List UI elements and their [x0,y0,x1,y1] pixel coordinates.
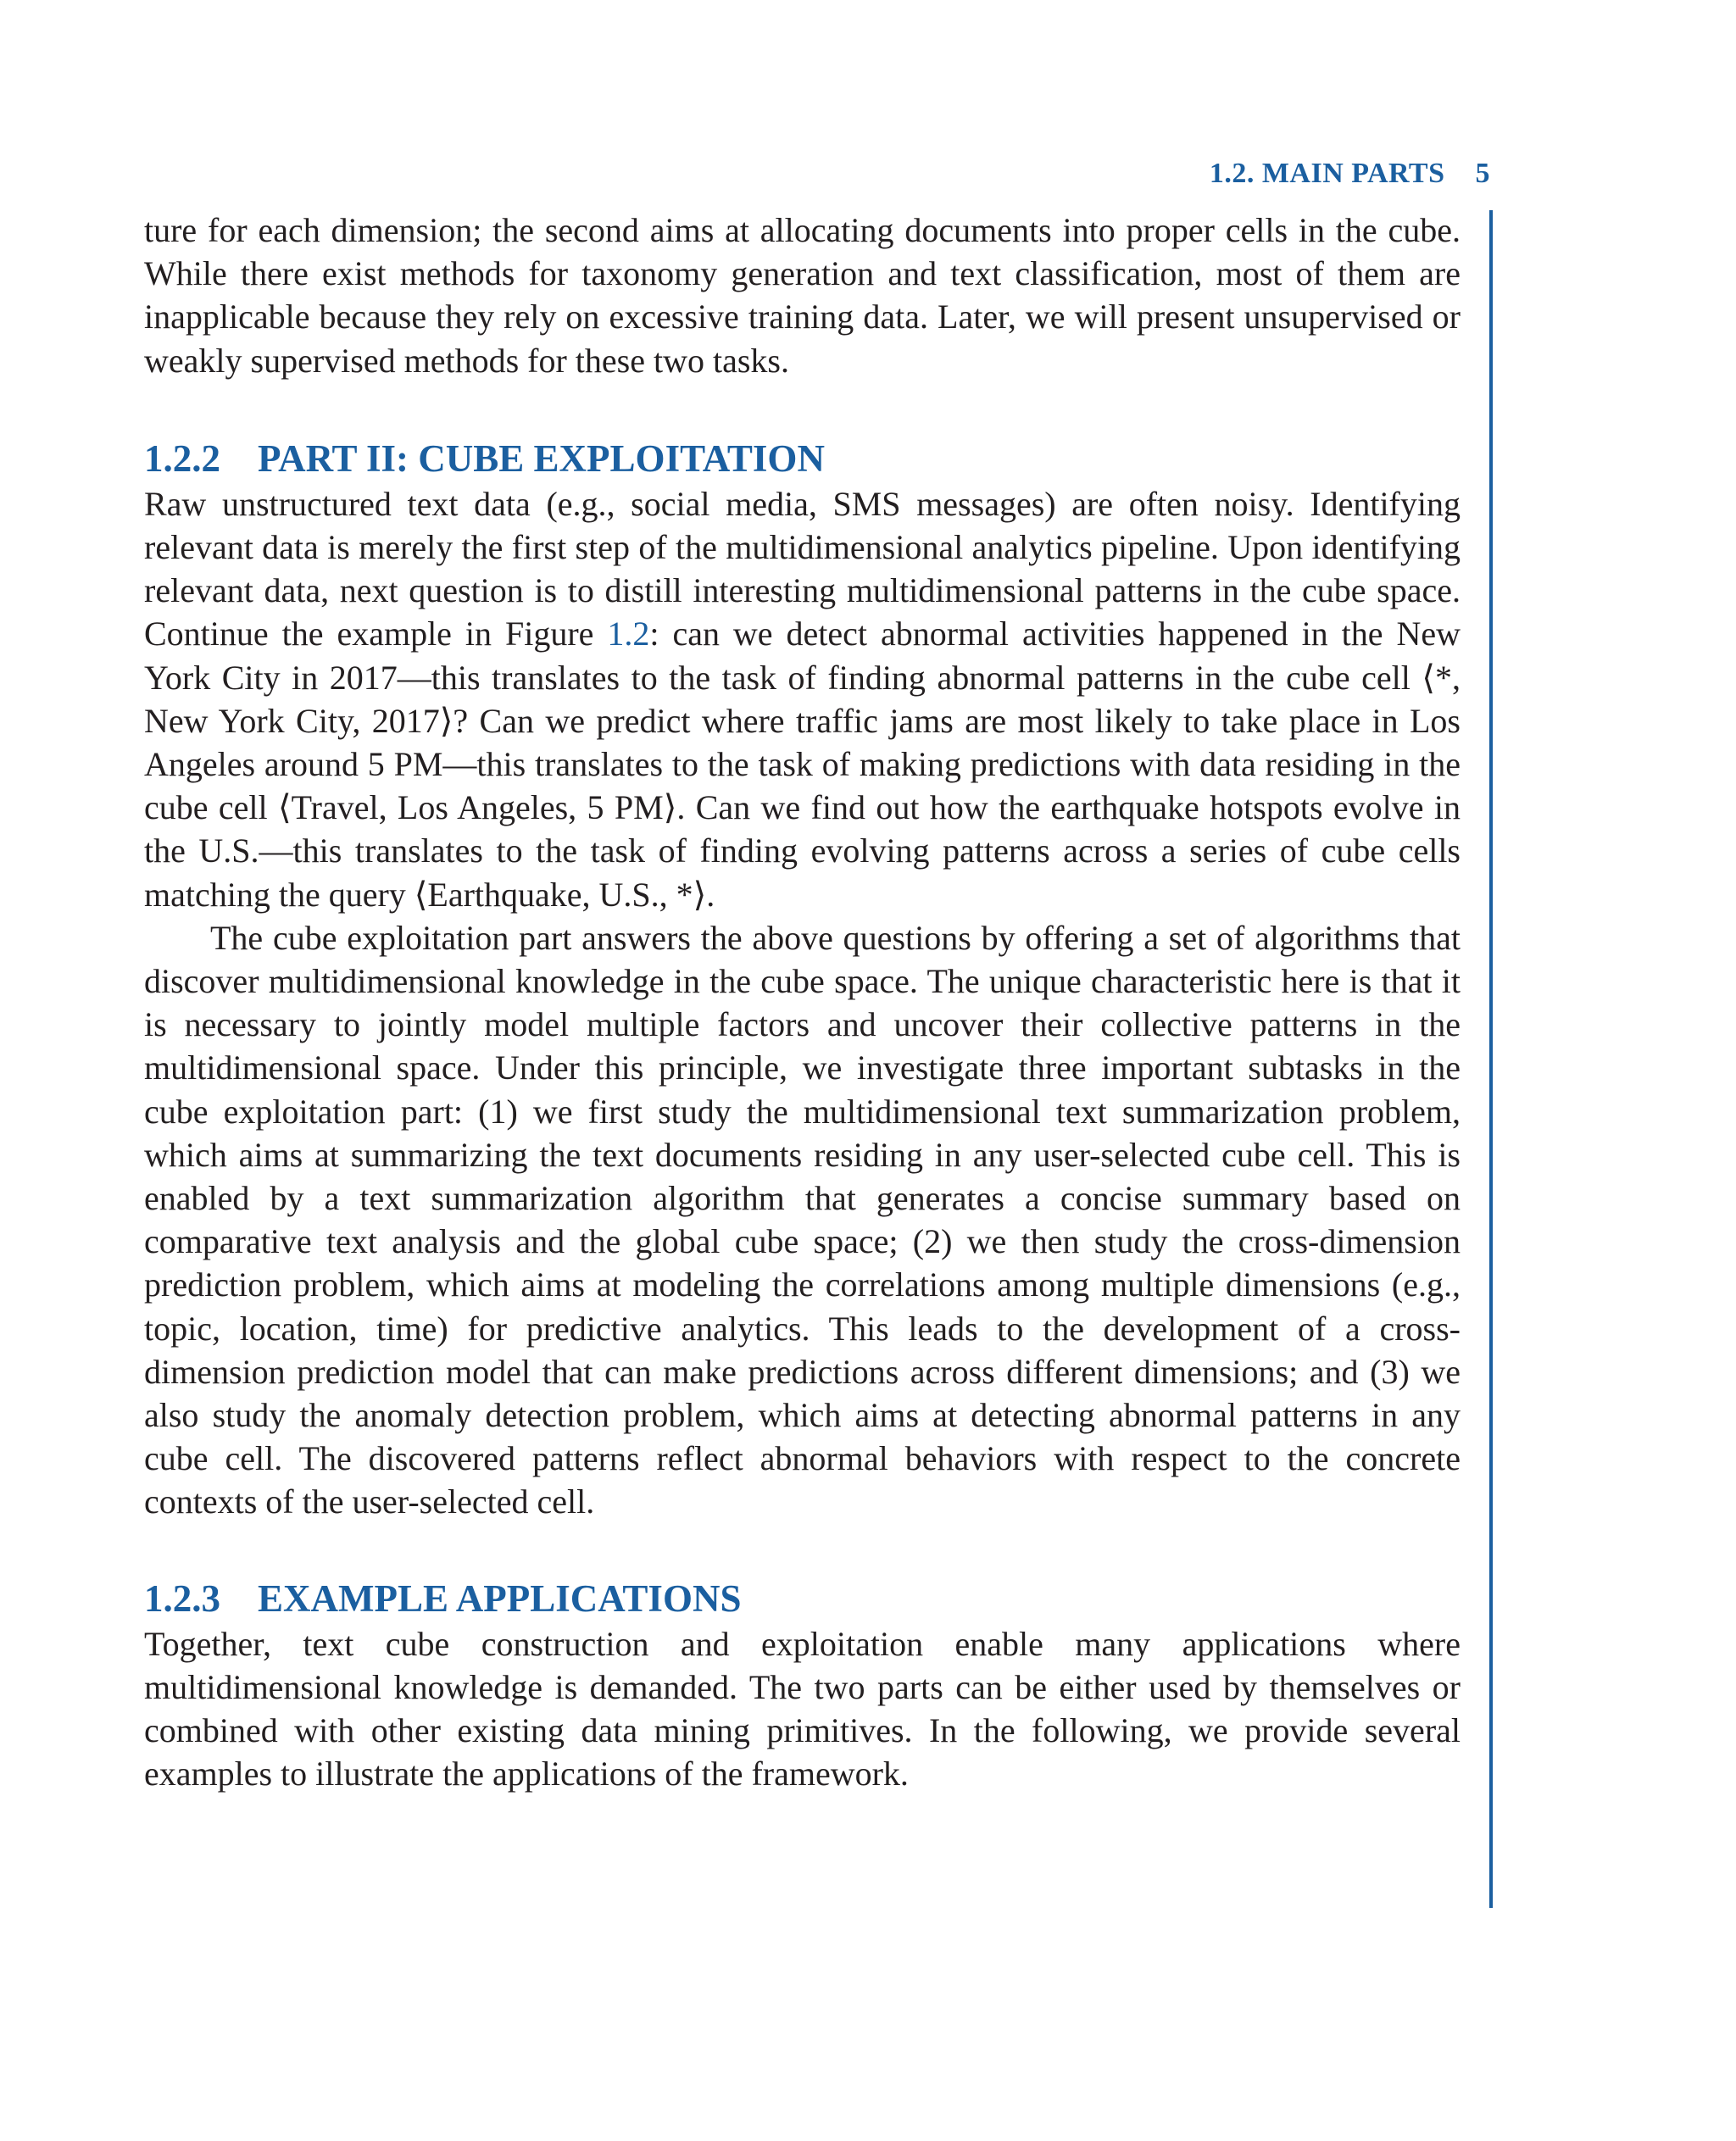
section-title: EXAMPLE APPLICATIONS [258,1577,742,1620]
body-paragraph: The cube exploitation part answers the above questions by offering a set of algorithms that discover multidimensional knowledge in the cube space. The unique characteristic here is that it is necessary to jointly model multiple factors and uncover their collective patterns in the multidimensional space. Under this principle, we investigate three important subtasks in the cube exploitation part: (1) we first study the multidimensional text summarization problem, which aims at summarizing the text documents residing in any user-selected cube cell. This is enabled by a text summarization algorithm that generates a concise summary based on comparative text analysis and the global cube space; (2) we then study the cross-dimension prediction problem, which aims at modeling the correlations among multiple dimensions (e.g., topic, location, time) for predictive analytics. This leads to the development of a cross-dimension prediction model that can make predictions across different dimensions; and (3) we also study the anomaly detection problem, which aims at detecting abnormal patterns in any cube cell. The discovered patterns reflect abnormal behaviors with respect to the concrete contexts of the user-selected cell. [144,918,1461,1521]
page-number: 5 [1475,158,1490,189]
running-head [1210,158,1490,190]
section-title: PART II: CUBE EXPLOITATION [258,437,825,480]
section-heading-1-2-3 [144,1575,1461,1622]
paragraph-text: Raw unstructured text data (e.g., social media, SMS messages) are often noisy. Identifying relevant data is merely the first step of the multidimensional analytics pipeline. Upon identifying relevant data, next question is to distill interesting multidimensional patterns in the cube space. Continue the example in Figure [144,484,1461,653]
running-head-section: 1.2. MAIN PARTS [1209,158,1445,189]
section-number: 1.2.2 [144,437,220,480]
continuation-paragraph: ture for each dimension; the second aims at allocating documents into proper cells in the cube. While there exist methods for taxonomy generation and text classification, most of them are inapplicable because they rely on excessive training data. Later, we will present unsupervised or weakly supervised methods for these two tasks. [144,211,1461,380]
paragraph-text: : can we detect abnormal activities happened in the New York City in 2017—this translates to the task of finding abnormal patterns in the cube cell ⟨*, New York City, 2017⟩? Can we predict where traffic jams are most likely to take place in Los Angeles around 5 PM—this translates to the task of making predictions with data residing in the cube cell ⟨Travel, Los Angeles, 5 PM⟩. Can we find out how the earthquake hotspots evolve in the U.S.—this translates to the task of finding evolving patterns across a series of cube cells matching the query ⟨Earthquake, U.S., *⟩. [144,614,1461,914]
section-heading-1-2-2 [144,435,1461,482]
body-paragraph: Together, text cube construction and exploitation enable many applications where multidimensional knowledge is demanded. The two parts can be either used by themselves or combined with other existing data mining primitives. In the following, we provide several examples to illustrate the applications of the framework. [144,1624,1461,1793]
figure-reference-link[interactable]: 1.2 [607,614,650,653]
margin-rule [1489,210,1493,1908]
section-number: 1.2.3 [144,1577,220,1620]
body-paragraph [144,482,1461,916]
page-body [144,209,1461,1796]
